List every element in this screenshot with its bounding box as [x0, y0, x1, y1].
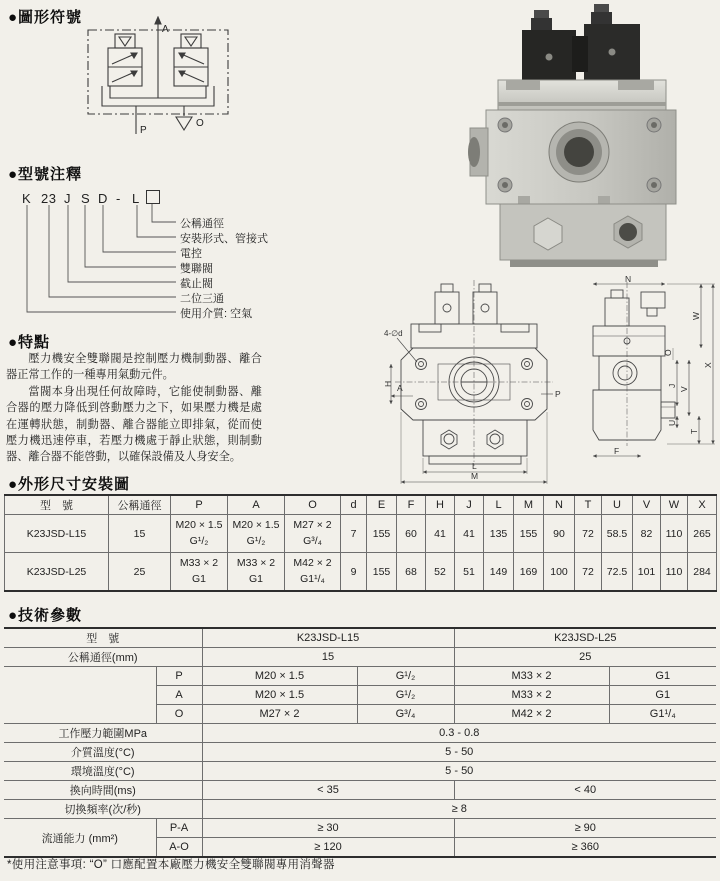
tech-value-cell: 0.3 - 0.8 [202, 724, 716, 743]
dim-value-cell: 72.5 [602, 553, 633, 592]
dim-row-l25 [5, 553, 717, 592]
section-title-dimensions: ●外形尺寸安裝圖 [8, 476, 131, 493]
dim-header-cell: T [575, 495, 602, 515]
dim-header-cell: d [341, 495, 367, 515]
tech-row-dn [4, 648, 716, 667]
valve-main-body [468, 110, 676, 204]
model-code-j: J [64, 191, 71, 206]
dim-value-cell: 110 [661, 553, 688, 592]
tech-label-cell: 型 號 [4, 628, 202, 648]
tech-port-cell: A [156, 686, 202, 705]
tech-value-cell: ≥ 90 [454, 819, 716, 838]
dim-value-cell: 60 [397, 515, 426, 553]
dim-value-cell: 135 [484, 515, 514, 553]
model-label-twin: 雙聯閥 [180, 263, 213, 275]
features-paragraph-2: 當閥本身出現任何故障時，它能使制動器、離合器的壓力降低到啓動壓力之下，如果壓力機是處在運轉狀態，制動器、離合器能立即排氣，從而使壓力機迅速停車，若壓力機處于靜止狀態，則制動器、離合器不能啓動，以確保設備及人身安全。 [6, 385, 262, 464]
tech-label-cell: 換向時間(ms) [4, 781, 202, 800]
tech-port-cell: A-O [156, 838, 202, 858]
thread-g: G1 [191, 572, 206, 585]
tech-label-cell: 流通能力 (mm²) [4, 819, 156, 858]
dim-label-p: P [555, 389, 561, 399]
dim-header-cell: P [171, 495, 228, 515]
valve-bottom-block [500, 196, 666, 267]
tech-label-cell: 切換頻率(次/秒) [4, 800, 202, 819]
dim-value-cell: 68 [397, 553, 426, 592]
tech-value-cell: < 35 [202, 781, 454, 800]
thread-g: G¹/₂ [189, 534, 209, 547]
dim-header-cell: W [661, 495, 688, 515]
tech-port-cell: O [156, 705, 202, 724]
tech-row-flow-pa [4, 819, 716, 838]
solenoid-coils [522, 4, 640, 80]
dim-dn-cell: 15 [109, 515, 171, 553]
tech-value-cell: M20 × 1.5 [202, 667, 357, 686]
dim-value-cell: 72 [575, 553, 602, 592]
dim-label-hole: 4-∅d [384, 329, 403, 338]
pneumatic-schematic [58, 16, 258, 164]
dim-header-cell: 公稱通徑 [109, 495, 171, 515]
dim-label-j: J [667, 383, 677, 388]
valve-top-plate [498, 80, 666, 112]
model-code-l: L [132, 191, 140, 206]
dim-thread-cell [228, 553, 285, 592]
tech-value-cell: M42 × 2 [454, 705, 609, 724]
dim-header-cell: J [455, 495, 484, 515]
tech-label-cell [4, 667, 156, 724]
dim-model-cell: K23JSD-L15 [5, 515, 109, 553]
tech-value-cell: M20 × 1.5 [202, 686, 357, 705]
tech-value-cell: G³/₄ [357, 705, 454, 724]
dim-value-cell: 58.5 [602, 515, 633, 553]
dim-value-cell: 265 [688, 515, 717, 553]
dim-label-u: U [667, 419, 677, 426]
dim-header-cell: O [285, 495, 341, 515]
dim-value-cell: 100 [544, 553, 575, 592]
dimension-drawing [383, 276, 720, 490]
dim-header-row [5, 495, 717, 515]
port-a-label: A [162, 24, 169, 35]
model-label-dn: 公稱通徑 [180, 218, 224, 230]
dim-thread-cell [228, 515, 285, 553]
model-label-mount: 安裝形式、管接式 [180, 233, 268, 245]
dim-label-n: N [625, 276, 632, 284]
model-code-23: 23 [41, 191, 57, 206]
thread-g: G³/₄ [303, 534, 322, 547]
dim-header-cell: A [228, 495, 285, 515]
tech-value-cell: G1 [609, 686, 716, 705]
left-valve-symbol [108, 34, 142, 86]
thread-g: G1 [248, 572, 263, 585]
tech-row-media-temp [4, 743, 716, 762]
dim-value-cell: 284 [688, 553, 717, 592]
tech-value-cell: ≥ 360 [454, 838, 716, 858]
features-paragraph-1: 壓力機安全雙聯閥是控制壓力機制動器、離合器正常工作的一種專用氣動元件。 [6, 353, 262, 382]
exhaust-triangle [176, 117, 192, 130]
dim-label-o: O [663, 349, 673, 356]
usage-footnote: *使用注意事項: “O” 口應配置本廠壓力機安全雙聯閥專用消聲器 [7, 859, 335, 871]
dim-label-x: X [703, 362, 713, 368]
dim-value-cell: 155 [367, 553, 397, 592]
dim-thread-cell [171, 553, 228, 592]
tech-label-cell: 介質溫度(°C) [4, 743, 202, 762]
tech-params-table [4, 627, 716, 858]
tech-value-cell: M27 × 2 [202, 705, 357, 724]
tech-value-cell: G¹/₂ [357, 667, 454, 686]
dim-header-cell: H [426, 495, 455, 515]
tech-value-cell: G1 [609, 667, 716, 686]
dim-value-cell: 82 [633, 515, 661, 553]
dim-thread-cell [285, 553, 341, 592]
tech-value-cell: ≥ 120 [202, 838, 454, 858]
dim-header-cell: 型 號 [5, 495, 109, 515]
dim-value-cell: 51 [455, 553, 484, 592]
tech-label-cell: 公稱通徑(mm) [4, 648, 202, 667]
dim-dn-cell: 25 [109, 553, 171, 592]
dim-thread-cell [171, 515, 228, 553]
model-label-medium: 使用介質: 空氣 [180, 308, 253, 320]
tech-row-port-p [4, 667, 716, 686]
tech-label-cell: 環境溫度(°C) [4, 762, 202, 781]
thread-g: G1¹/₄ [300, 572, 325, 585]
model-code-s: S [81, 191, 91, 206]
product-photo [448, 2, 720, 270]
dim-header-cell: F [397, 495, 426, 515]
dim-label-f: F [614, 446, 620, 456]
dim-value-cell: 72 [575, 515, 602, 553]
thread-metric: M42 × 2 [293, 556, 332, 569]
thread-metric: M20 × 1.5 [232, 518, 280, 531]
tech-value-cell: 25 [454, 648, 716, 667]
thread-metric: M27 × 2 [293, 518, 332, 531]
tech-value-cell: K23JSD-L25 [454, 628, 716, 648]
dimension-table [4, 494, 717, 592]
dim-header-cell: L [484, 495, 514, 515]
tech-row-ambient-temp [4, 762, 716, 781]
dim-value-cell: 9 [341, 553, 367, 592]
dim-label-v: V [679, 386, 689, 392]
section-title-tech-params: ●技術參數 [8, 607, 83, 624]
dim-label-h: H [383, 380, 393, 387]
tech-row-switch-time [4, 781, 716, 800]
dim-thread-cell [285, 515, 341, 553]
model-label-electric: 電控 [180, 248, 202, 260]
dim-header-cell: N [544, 495, 575, 515]
model-label-2p3w: 二位三通 [180, 293, 224, 305]
tech-label-cell: 工作壓力範圍MPa [4, 724, 202, 743]
model-label-stop: 截止閥 [180, 278, 213, 290]
thread-metric: M33 × 2 [236, 556, 276, 569]
dim-label-m: M [471, 471, 479, 481]
dim-label-a: A [397, 383, 403, 393]
port-a-arrow [155, 17, 161, 24]
features-text [6, 351, 262, 466]
dim-value-cell: 7 [341, 515, 367, 553]
thread-g: G¹/₂ [246, 534, 266, 547]
dim-value-cell: 155 [367, 515, 397, 553]
section-title-graphic-symbol: ●圖形符號 [8, 9, 83, 26]
thread-metric: M33 × 2 [179, 556, 219, 569]
dim-value-cell: 41 [426, 515, 455, 553]
dim-value-cell: 169 [514, 553, 544, 592]
tech-row-model [4, 628, 716, 648]
dim-value-cell: 155 [514, 515, 544, 553]
port-o-label: O [196, 118, 204, 129]
dim-header-cell: X [688, 495, 717, 515]
tech-value-cell: 15 [202, 648, 454, 667]
tech-port-cell: P [156, 667, 202, 686]
dim-row-l15 [5, 515, 717, 553]
dim-label-t: T [689, 428, 699, 434]
dim-model-cell: K23JSD-L25 [5, 553, 109, 592]
tech-row-pressure [4, 724, 716, 743]
dim-value-cell: 110 [661, 515, 688, 553]
tech-value-cell: G1¹/₄ [609, 705, 716, 724]
tech-value-cell: ≥ 8 [202, 800, 716, 819]
model-code-k: K [22, 191, 32, 206]
tech-value-cell: ≥ 30 [202, 819, 454, 838]
dim-value-cell: 149 [484, 553, 514, 592]
tech-row-frequency [4, 800, 716, 819]
side-view [593, 282, 675, 446]
model-code-d: D [98, 191, 108, 206]
dim-header-cell: U [602, 495, 633, 515]
tech-value-cell: K23JSD-L15 [202, 628, 454, 648]
model-code-dash: - [116, 191, 121, 206]
port-p-label: P [140, 125, 147, 136]
dim-label-w: W [691, 311, 701, 320]
tech-port-cell: P-A [156, 819, 202, 838]
tech-value-cell: G¹/₂ [357, 686, 454, 705]
dim-value-cell: 52 [426, 553, 455, 592]
thread-metric: M20 × 1.5 [175, 518, 223, 531]
section-title-model-notes: ●型號注釋 [8, 166, 83, 183]
tech-value-cell: 5 - 50 [202, 762, 716, 781]
dim-header-cell: E [367, 495, 397, 515]
tech-value-cell: M33 × 2 [454, 686, 609, 705]
front-view [395, 280, 553, 466]
dim-header-cell: V [633, 495, 661, 515]
dim-value-cell: 90 [544, 515, 575, 553]
dim-value-cell: 41 [455, 515, 484, 553]
tech-value-cell: < 40 [454, 781, 716, 800]
right-valve-symbol [174, 34, 208, 86]
tech-value-cell: 5 - 50 [202, 743, 716, 762]
dim-label-l: L [472, 461, 477, 471]
dim-header-cell: M [514, 495, 544, 515]
section-title-features: ●特點 [8, 334, 51, 351]
tech-value-cell: M33 × 2 [454, 667, 609, 686]
dim-value-cell: 101 [633, 553, 661, 592]
